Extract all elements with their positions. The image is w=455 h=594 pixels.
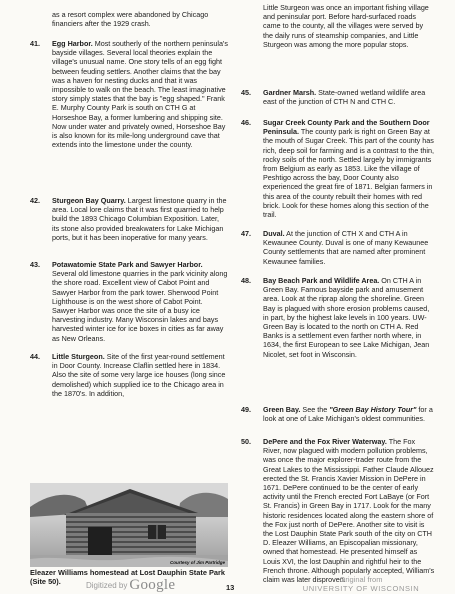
entry-number: 43. [30, 260, 40, 269]
entry-title: Bay Beach Park and Wildlife Area. [263, 276, 380, 285]
entry-title: Green Bay. [263, 405, 301, 414]
entry-body: Most southerly of the northern peninsula's bayside villages. Several local theories explain the village's unusual name. One story tells of an egg fight between feuding settlers. Another claims that the bay was a haven for nesting ducks and that it was impossible to walk on the beach. The least imaginative story simply states that the bay is "egg shaped." Frank E. Murphy County Park is south on CTH G at Horseshoe Bay, a former lumbering and shipping site. Now under water and privately owned, Horseshoe Bay is also known for its mile-long underground cave that extends into the limestone under the county. [52, 39, 228, 150]
entry-45 [241, 88, 435, 106]
original-from-label: Original from [339, 575, 383, 584]
entry-body: State-owned wetland wildlife area east of the junction of CTH N and CTH C. [263, 88, 426, 107]
entry-title: Gardner Marsh. [263, 88, 317, 97]
entry-body-italic: "Green Bay History Tour" [329, 405, 417, 414]
entry-49 [241, 405, 435, 423]
entry-body: On CTH A in Green Bay. Famous bayside park and amusement area. Look at the riprap along the shoreline. Green Bay is plagued with shore erosion problems caused, in part, by the highest lake levels in 100 years. UW-Green Bay is located to the north on CTH A. Red Banks is a settlement even farther north where, in 1634, the first European to see Lake Michigan, Jean Nicolet, set foot in Wisconsin. [263, 276, 430, 359]
entry-title: Little Sturgeon. [52, 352, 105, 361]
entry-title: Duval. [263, 229, 285, 238]
digitized-by-label: Digitized by [86, 581, 128, 590]
entry-title: Potawatomie State Park and Sawyer Harbor. [52, 260, 203, 269]
log-cabin-illustration [30, 483, 228, 567]
entry-body-suffix: for a look at one of Lake Michigan's oldest communities. [263, 405, 433, 424]
entry-body: Several old limestone quarries in the park vicinity along the shore road. Excellent view of Cabot Point and Sawyer Harbor from the park tower. Sherwood Point Lighthouse is on the west shore of Cabot Point. Sawyer Harbor was once the site of a busy ice harvesting industry. Many Wisconsin lakes and bays harvested winter ice for ice boxes in cities as far away as New Orleans. [52, 269, 228, 343]
entry-body-prefix: See the [300, 405, 330, 414]
photo-credit: Courtesy of Jim Partridge [169, 560, 225, 565]
entry-number: 49. [241, 405, 251, 414]
entry-body: Site of the first year-round settlement in Door County. Increase Claflin settled here in 1834. Also the site of some very large ice houses (long since demolished) which supplied ice to the Chicago area in the 1870's. In addition, [52, 352, 226, 398]
original-from-watermark [286, 576, 436, 593]
entry-title: Sturgeon Bay Quarry. [52, 196, 126, 205]
entry-number: 47. [241, 229, 251, 238]
entry-47 [241, 229, 435, 266]
entry-number: 42. [30, 196, 40, 205]
page-number: 13 [226, 583, 235, 592]
entry-body: At the junction of CTH X and CTH A in Kewaunee County. Duval is one of many Kewaunee County settlements that are named after prominent Kewaunee families. [263, 229, 429, 266]
homestead-photo [30, 483, 228, 567]
entry-42 [30, 196, 228, 242]
entry-body: Largest limestone quarry in the area. Local lore claims that it was first quarried to help build the 1893 Chicago Columbian Exposition. Later, its stone also provided breakwaters for Lake Michigan ports, but it has been inoperative for many years. [52, 196, 227, 242]
digitizer-brand: Google [129, 577, 176, 593]
entry-title: DePere and the Fox River Waterway. [263, 437, 387, 446]
left-column-intro: as a resort complex were abandoned by Chicago financiers after the 1929 crash. [52, 10, 209, 29]
right-column-intro: Little Sturgeon was once an important fishing village and peninsular port. Before hard-surfaced roads came to the county, all the villages were served by the daily runs of steamship companies, and Little Sturgeon was among the more popular stops. [263, 3, 429, 49]
entry-title: Egg Harbor. [52, 39, 93, 48]
digitized-by-watermark [86, 577, 175, 594]
entry-number: 45. [241, 88, 251, 97]
entry-body: The county park is right on Green Bay at the mouth of Sugar Creek. This part of the county has rich, deep soil for farming and is a contrast to the thin, rocky soils of the north. Settled largely by immigrants from Belgium as early as 1853. Like the village of Peshtigo across the bay, Door County also experienced the great fire of 1871. Belgian farmers in this area of the county rebuilt their homes with red brick. Look for these homes along this section of the trail. [263, 127, 434, 220]
entry-number: 50. [241, 437, 251, 446]
entry-number: 44. [30, 352, 40, 361]
entry-number: 46. [241, 118, 251, 127]
university-name: UNIVERSITY OF WISCONSIN [302, 583, 420, 593]
photo-caption: Eleazer Williams homestead at Lost Dauphin State Park (Site 50). [30, 568, 226, 586]
entry-body: The Fox River, now plagued with modern pollution problems, was once the major explorer-trader route from the Great Lakes to the Mississippi. Father Claude Allouez erected the St. Francis Xavier Mission in DePere in 1671. DePere continued to be the center of early activity until the French erected Fort LaBaye (or Fort St. Francis) in Green Bay in 1717. Look for the many historic residences located along the eastern shore of the Fox just north of DePere. Another site to visit is the Lost Dauphin State Park south of the city on CTH D. Eleazer Williams, an Episcopalian missionary, owned that homestead. He presented himself as Louis XVI, the lost Dauphin and rightful heir to the French throne. Although popularly accepted, William's claim was later disproven. [263, 437, 435, 585]
entry-50 [241, 437, 435, 584]
entry-48 [241, 276, 435, 359]
entry-44 [30, 352, 228, 398]
entry-46 [241, 118, 435, 219]
entry-number: 48. [241, 276, 251, 285]
entry-43 [30, 260, 228, 343]
entry-title: Sugar Creek County Park and the Southern Door Peninsula. [263, 118, 430, 137]
entry-41 [30, 39, 228, 149]
entry-number: 41. [30, 39, 40, 48]
